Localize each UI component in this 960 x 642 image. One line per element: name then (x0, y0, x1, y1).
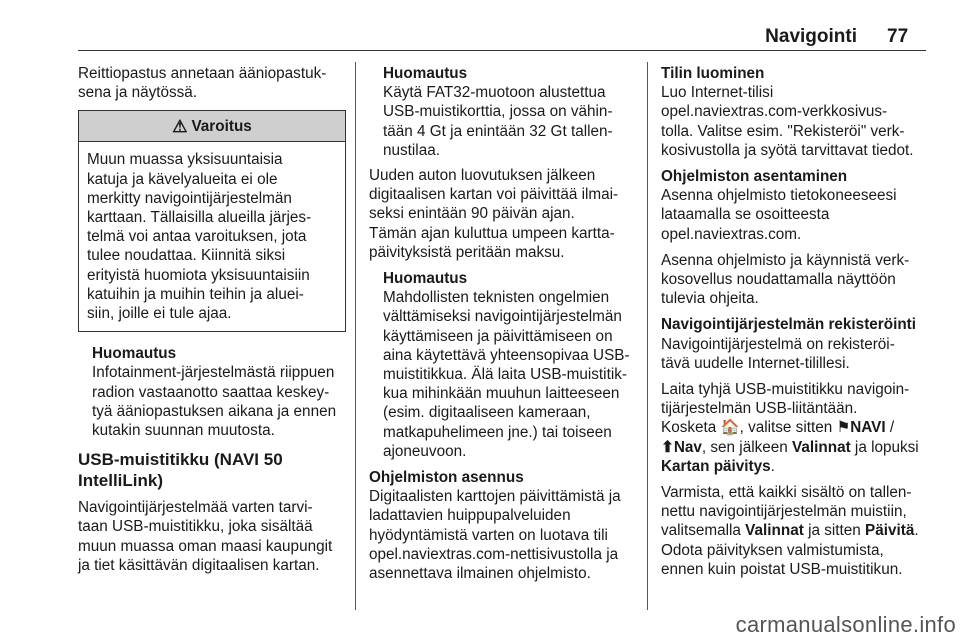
text-fragment: , sen jälkeen (701, 438, 793, 456)
page-number: 77 (887, 26, 909, 47)
note-line: tään 4 Gt ja enintään 32 Gt tallen- (383, 122, 613, 140)
column-divider-2 (647, 62, 648, 610)
nav-label: Nav (673, 438, 702, 456)
body-line: muun muassa oman maasi kaupungit (78, 537, 333, 555)
warning-box (78, 110, 346, 332)
warning-line: karttaan. Tällaisilla alueilla järjes- (87, 209, 312, 227)
warning-line: siin, joille ei tule ajaa. (87, 305, 232, 323)
body-line: digitaalisen kartan voi päivittää ilmai- (369, 186, 619, 204)
warning-header (79, 111, 345, 142)
body-line: Uuden auton luovutuksen jälkeen (369, 167, 596, 185)
body-line: ladattavien huippupalveluiden (369, 507, 571, 525)
warning-title: Varoitus (191, 117, 252, 135)
verify-line-3 (661, 521, 929, 540)
text-fragment: Kosketa (661, 419, 721, 437)
column-3 (661, 64, 929, 579)
header-divider (78, 50, 926, 51)
intro-line: Reittiopastus annetaan ääniopastuk- (78, 65, 327, 82)
column-2 (369, 64, 637, 583)
note-line: muistitikkua. Älä laita USB-muistitik- (383, 366, 627, 384)
note-line: välttämiseksi navigointijärjestelmän (383, 308, 622, 326)
body-line: Tämän ajan kuluttua umpeen kartta- (369, 224, 615, 242)
note-line: radion vastaanotto saattaa keskey- (92, 383, 330, 401)
section-title: Navigointi (765, 26, 857, 47)
body-line: tolla. Valitse esim. "Rekisteröi" verk- (661, 122, 905, 140)
note-line: tyä ääniopastuksen aikana ja ennen (92, 402, 337, 420)
warning-triangle-icon: ⚠ (172, 116, 188, 136)
note-line: käyttämiseen ja päivittämiseen on (383, 327, 613, 345)
body-line: tävä uudelle Internet-tilillesi. (661, 354, 850, 372)
warning-line: erityistä huomiota yksisuuntaisiin (87, 266, 310, 284)
navigation-arrow-icon: ⬆ (661, 438, 674, 456)
body-line: opel.naviextras.com. (661, 225, 802, 243)
valinnat-label: Valinnat (745, 522, 804, 540)
warning-body (79, 142, 345, 331)
text-fragment: , valitse sitten (739, 419, 837, 437)
body-line: kosovellus noudattamalla näyttöön (661, 271, 896, 289)
warning-line: katuja ja kävelyalueita ei ole (87, 170, 278, 188)
body-line: tulevia ohjeita. (661, 290, 759, 308)
text-fragment: ja sitten (803, 522, 866, 540)
press-line-1 (661, 418, 929, 437)
body-line: opel.naviextras.com-nettisivustolla ja (369, 545, 619, 563)
intro-line: sena ja näytössä. (78, 84, 198, 102)
note-line: kutakin suunnan muutosta. (92, 422, 275, 440)
note-line: Käytä FAT32-muotoon alustettua (383, 84, 606, 102)
note-line: kua mihinkään muuhun laitteeseen (383, 385, 620, 403)
text-fragment: / (885, 419, 895, 437)
home-icon: 🏠 (720, 419, 740, 437)
watermark: carmanualsonline.info (735, 612, 956, 637)
body-line: Navigointijärjestelmää varten tarvi- (78, 499, 313, 517)
body-line: Luo Internet-tilisi (661, 84, 774, 102)
press-line-3 (661, 457, 929, 476)
body-line: opel.naviextras.com-verkkosivus- (661, 103, 888, 121)
warning-line: merkitty navigointijärjestelmän (87, 189, 292, 207)
section-heading: USB-muistitikku (NAVI 50 (78, 450, 283, 470)
body-line: Odota päivityksen valmistumista, (661, 541, 884, 559)
text-fragment: ja lopuksi (850, 438, 919, 456)
body-line: ja tiet käsittävän digitaalisen kartan. (78, 556, 320, 574)
subsection-title: Tilin luominen (661, 65, 765, 82)
body-line: hyödyntämistä varten on luotava tili (369, 526, 608, 544)
warning-line: tulee noudattaa. Kiinnitä siksi (87, 247, 286, 265)
note-title: Huomautus (92, 345, 177, 363)
note-line: matkapuhelimeen jne.) tai toiseen (383, 423, 612, 441)
note-block (369, 64, 637, 160)
body-line: päivityksistä peritään maksu. (369, 243, 565, 261)
note-block (78, 344, 346, 440)
text-fragment: . (770, 457, 775, 475)
note-line: nustilaa. (383, 141, 440, 159)
body-line: kosivustolla ja syötä tarvittavat tiedot. (661, 141, 914, 159)
note-line: Infotainment-järjestelmästä riippuen (92, 364, 335, 382)
body-line: asennettava ilmainen ohjelmisto. (369, 565, 591, 583)
press-line-2 (661, 438, 929, 457)
note-line: aina käytettävä yhteensopivaa USB- (383, 346, 630, 364)
note-line: Mahdollisten teknisten ongelmien (383, 289, 610, 307)
flag-icon: ⚑ (836, 419, 851, 437)
body-line: nettu navigointijärjestelmän muistiin, (661, 503, 907, 521)
warning-line: telmä voi antaa varoituksen, jota (87, 228, 307, 246)
column-divider-1 (355, 62, 356, 610)
note-block (369, 269, 637, 461)
body-line: Asenna ohjelmisto ja käynnistä verk- (661, 251, 910, 269)
warning-line: katuihin ja muihin teihin ja aluei- (87, 285, 304, 303)
body-line: seksi enintään 90 päivän ajan. (369, 205, 575, 223)
body-line: Varmista, että kaikki sisältö on tallen- (661, 484, 912, 502)
text-fragment: . (914, 522, 919, 540)
text-fragment: valitsemalla (661, 522, 746, 540)
body-line: taan USB-muistitikku, joka sisältää (78, 518, 313, 536)
navi-label: NAVI (850, 419, 886, 437)
subsection-title: Navigointijärjestelmän rekisteröinti (661, 316, 917, 334)
paivita-label: Päivitä (865, 522, 915, 540)
subsection-title: Ohjelmiston asentaminen (661, 168, 848, 186)
body-line: Laita tyhjä USB-muistitikku navigoin- (661, 381, 910, 399)
section-heading: IntelliLink) (78, 471, 163, 491)
valinnat-label: Valinnat (792, 438, 851, 456)
note-title: Huomautus (383, 270, 468, 288)
warning-line: Muun muassa yksisuuntaisia (87, 151, 283, 169)
note-line: USB-muistikorttia, jossa on vähin- (383, 103, 613, 121)
body-line: lataamalla se osoitteesta (661, 206, 830, 224)
body-line: Digitaalisten karttojen päivittämistä ja (369, 488, 621, 506)
kartan-paivitys-label: Kartan päivitys (661, 457, 771, 475)
note-line: (esim. digitaaliseen kameraan, (383, 404, 591, 422)
column-1 (78, 64, 346, 575)
body-line: Navigointijärjestelmä on rekisteröi- (661, 335, 895, 353)
note-line: ajoneuvoon. (383, 442, 467, 460)
subsection-title: Ohjelmiston asennus (369, 469, 524, 487)
body-line: Asenna ohjelmisto tietokoneeseesi (661, 187, 897, 205)
body-line: ennen kuin poistat USB-muistitikun. (661, 560, 903, 578)
body-line: tijärjestelmän USB-liitäntään. (661, 400, 858, 418)
note-title: Huomautus (383, 65, 468, 82)
